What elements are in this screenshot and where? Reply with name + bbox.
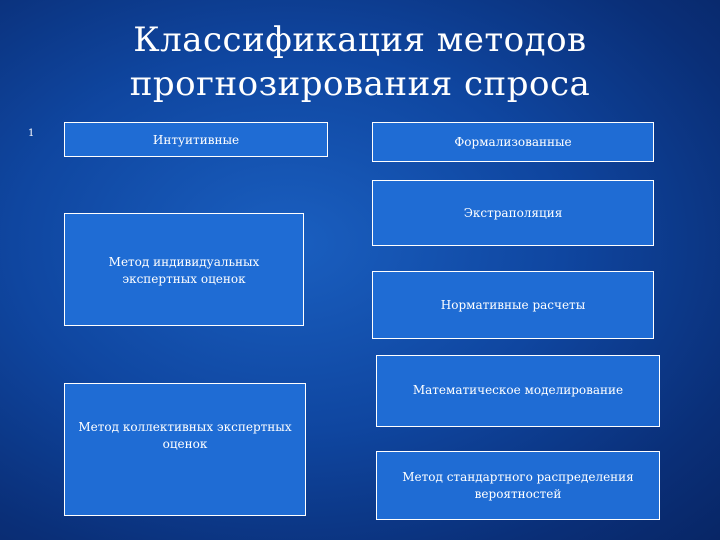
box-formal-label: Формализованные xyxy=(454,134,572,149)
bullet-marker: 1 xyxy=(28,128,35,139)
box-extrapolation-label: Экстраполяция xyxy=(463,205,563,220)
box-formalized-methods xyxy=(372,122,654,162)
box-individual-expert-estimates xyxy=(64,213,304,326)
box-normative-calculations xyxy=(372,271,654,339)
box-intuitive-methods xyxy=(64,122,328,157)
box-mathematical-modeling xyxy=(376,355,660,427)
box-intuitive-label: Интуитивные xyxy=(152,133,240,147)
box-standard-label: Метод стандартного распределения вероятностей xyxy=(402,469,634,501)
box-collective-expert-estimates xyxy=(64,383,306,516)
box-standard-distribution xyxy=(376,451,660,520)
box-math-label: Математическое моделирование xyxy=(412,383,624,397)
box-normative-label: Нормативные расчеты xyxy=(440,297,586,312)
box-individual-label: Метод индивидуальных экспертных оценок xyxy=(108,255,260,286)
box-collective-label: Метод коллективных экспертных оценок xyxy=(78,420,292,451)
box-extrapolation xyxy=(372,180,654,246)
slide-title: Классификация методов прогнозирования спроса xyxy=(129,20,591,104)
